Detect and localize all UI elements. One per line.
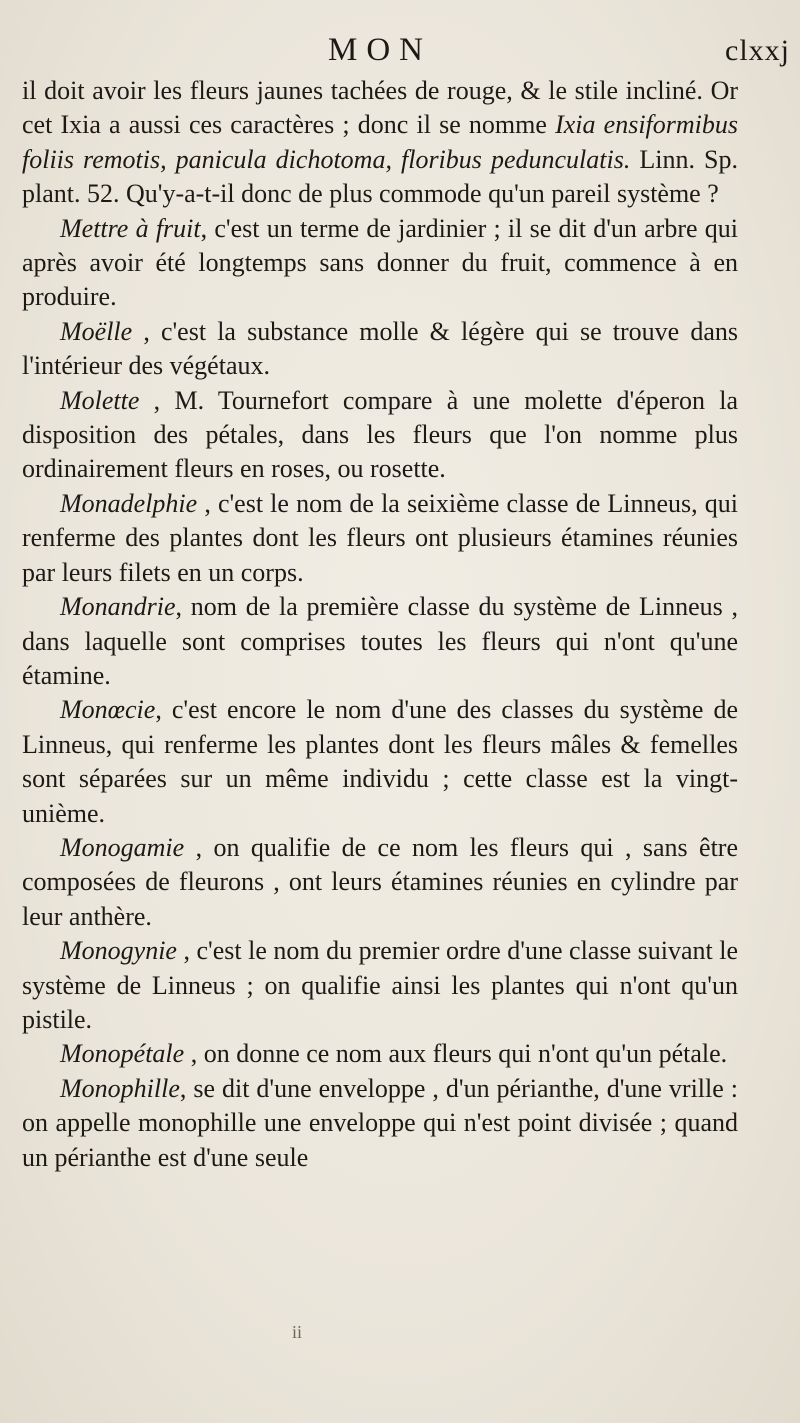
entry-term: Monandrie [60, 592, 176, 622]
entry-definition: , c'est un terme de jardinier ; il se dit d'un arbre qui après avoir été longtemps sans donner du fruit, commence à en produire. [22, 213, 738, 312]
entry-monoecie [22, 693, 738, 831]
entry-term: Monopétale [60, 1039, 185, 1069]
entry-monogamie [22, 831, 738, 934]
entry-monadelphie [22, 487, 738, 590]
entry-term: Monogynie [60, 936, 177, 966]
entry-definition: , c'est la substance molle & légère qui se trouve dans l'intérieur des végétaux. [22, 316, 738, 381]
entry-term: Monœcie [60, 695, 156, 725]
entry-monogynie [22, 934, 738, 1037]
page-number: clxxj [725, 34, 790, 67]
signature-mark: ii [292, 1322, 303, 1342]
running-head [22, 30, 790, 74]
entry-definition: , on qualifie de ce nom les fleurs qui , sans être composées de fleurons , ont leurs étamines réunies en cylindre par leur anthère. [22, 832, 738, 931]
entry-definition: , nom de la première classe du système de Linneus , dans laquelle sont comprises toutes les fleurs qui n'ont qu'une étamine. [22, 592, 738, 690]
entry-moelle [22, 315, 738, 384]
entry-definition: , c'est le nom du premier ordre d'une classe suivant le système de Linneus ; on qualifie ainsi les plantes qui n'ont qu'un pistile. [22, 936, 738, 1034]
entry-definition: , c'est le nom de la seixième classe de Linneus, qui renferme des plantes dont les fleurs ont plusieurs étamines réunies par leurs filets en un corps. [22, 488, 738, 587]
entry-monophille [22, 1072, 738, 1175]
entry-term: Monadelphie [60, 488, 198, 518]
entry-definition: , on donne ce nom aux fleurs qui n'ont qu'un pétale. [184, 1039, 728, 1069]
entry-definition: , M. Tournefort compare à une molette d'éperon la disposition des pétales, dans les fleurs que l'on nomme plus ordinairement fleurs en roses, ou rosette. [22, 385, 738, 484]
entry-monopetale [22, 1037, 738, 1071]
entry-term: Monophille [60, 1073, 180, 1103]
continued-text: il doit avoir les fleurs jaunes tachées de rouge, & le stile incliné. Or cet Ixia a aussi ces caractères ; donc il se nomme [22, 76, 738, 140]
entry-definition: , se dit d'une enveloppe , d'un périanthe, d'une vrille : on appelle monophille une enveloppe qui n'est point divisée ; quand un périanthe est d'une seule [22, 1073, 738, 1172]
entry-mettre-a-fruit [22, 212, 738, 315]
running-head-title: MON [327, 32, 432, 68]
entry-term: Mettre à fruit [60, 213, 201, 243]
latin-binomial: Ixia ensiformibus foliis remotis, panicula dichotoma, floribus pedunculatis. [22, 110, 739, 174]
entry-molette [22, 384, 738, 487]
continued-text-end: Linn. Sp. plant. 52. Qu'y-a-t-il donc de plus commode qu'un pareil système ? [22, 144, 738, 209]
entry-term: Monogamie [60, 832, 185, 862]
entry-term: Molette [60, 385, 140, 415]
entry-monandrie [22, 590, 738, 693]
entry-definition: , c'est encore le nom d'une des classes du système de Linneus, qui renferme les plantes dont les fleurs mâles & femelles sont séparées sur un même individu ; cette classe est la vingt-unième. [22, 695, 738, 828]
continued-paragraph [22, 74, 738, 212]
entry-term: Moëlle [60, 316, 133, 346]
body-text [22, 74, 738, 1175]
